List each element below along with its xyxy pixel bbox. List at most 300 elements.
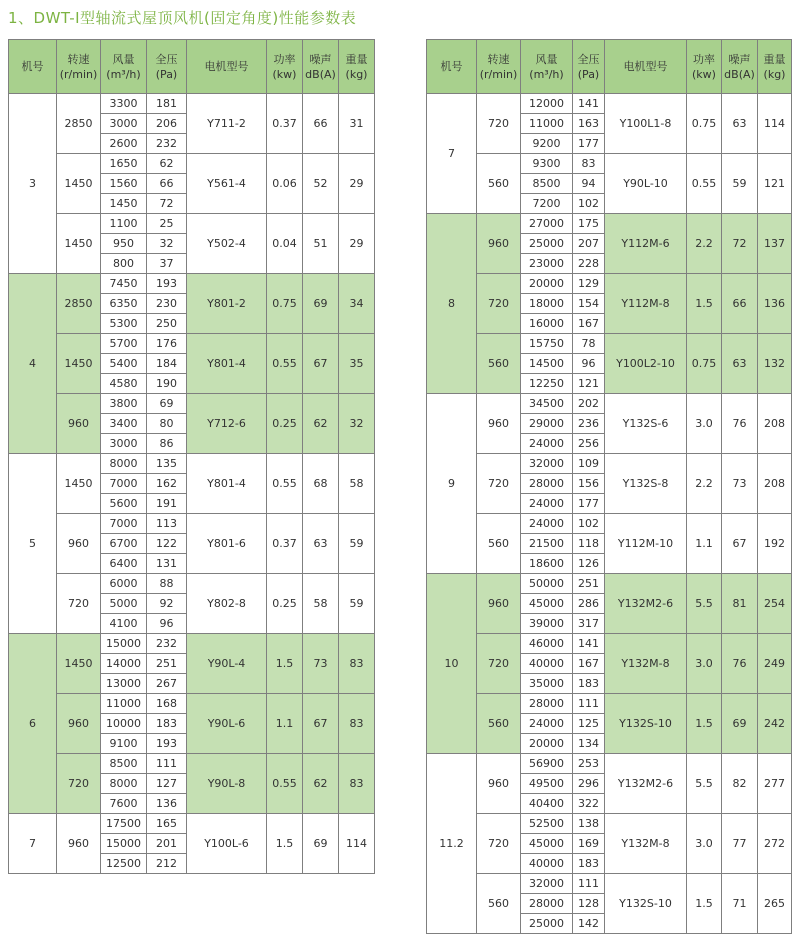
motor-cell: Y801-4 (187, 454, 267, 514)
airflow-cell: 3300 (101, 94, 147, 114)
airflow-cell: 7600 (101, 794, 147, 814)
table-row (9, 514, 375, 534)
noise-cell: 69 (303, 274, 339, 334)
weight-cell: 58 (339, 454, 375, 514)
weight-header (758, 40, 792, 94)
pressure-cell: 66 (147, 174, 187, 194)
power-cell: 3.0 (687, 814, 722, 874)
pressure-cell: 141 (573, 634, 605, 654)
pressure-cell: 183 (573, 854, 605, 874)
table-row (427, 154, 792, 174)
weight-cell: 137 (758, 214, 792, 274)
pressure-cell: 230 (147, 294, 187, 314)
table-row (427, 214, 792, 234)
pressure-cell: 202 (573, 394, 605, 414)
airflow-cell: 6350 (101, 294, 147, 314)
weight-cell: 208 (758, 454, 792, 514)
weight-cell: 83 (339, 634, 375, 694)
airflow-cell: 39000 (521, 614, 573, 634)
noise-header (303, 40, 339, 94)
airflow-cell: 35000 (521, 674, 573, 694)
power-cell: 0.55 (267, 334, 303, 394)
speed-cell: 1450 (57, 334, 101, 394)
table-row (427, 274, 792, 294)
machine-no-cell: 7 (9, 814, 57, 874)
power-cell: 2.2 (687, 454, 722, 514)
power-cell: 0.06 (267, 154, 303, 214)
motor-cell: Y100L2-10 (605, 334, 687, 394)
airflow-cell: 18600 (521, 554, 573, 574)
table-row (427, 874, 792, 894)
speed-cell: 960 (57, 814, 101, 874)
motor-cell: Y132S-6 (605, 394, 687, 454)
motor-cell: Y132M-8 (605, 634, 687, 694)
weight-header-line: (kg) (763, 67, 786, 81)
table-row (427, 574, 792, 594)
motor-cell: Y100L1-8 (605, 94, 687, 154)
weight-cell: 265 (758, 874, 792, 934)
speed-cell: 960 (477, 754, 521, 814)
speed-cell: 560 (477, 334, 521, 394)
speed-cell: 560 (477, 514, 521, 574)
speed-cell: 2850 (57, 274, 101, 334)
noise-cell: 62 (303, 394, 339, 454)
motor-cell: Y112M-10 (605, 514, 687, 574)
noise-cell: 69 (722, 694, 758, 754)
pressure-cell: 127 (147, 774, 187, 794)
airflow-cell: 28000 (521, 694, 573, 714)
pressure-cell: 69 (147, 394, 187, 414)
pressure-cell: 207 (573, 234, 605, 254)
airflow-cell: 9100 (101, 734, 147, 754)
speed-cell: 560 (477, 154, 521, 214)
pressure-cell: 183 (147, 714, 187, 734)
weight-cell: 136 (758, 274, 792, 334)
weight-cell: 242 (758, 694, 792, 754)
airflow-cell: 11000 (101, 694, 147, 714)
table-row (9, 214, 375, 234)
power-cell: 0.37 (267, 514, 303, 574)
airflow-header-line: (m³/h) (106, 67, 141, 81)
noise-cell: 62 (303, 754, 339, 814)
airflow-cell: 6700 (101, 534, 147, 554)
power-cell: 1.5 (687, 694, 722, 754)
weight-cell: 254 (758, 574, 792, 634)
motor-cell: Y132M-8 (605, 814, 687, 874)
pressure-cell: 138 (573, 814, 605, 834)
airflow-cell: 3800 (101, 394, 147, 414)
machine-no-cell: 11.2 (427, 754, 477, 934)
motor-cell: Y90L-10 (605, 154, 687, 214)
motor-model-header (187, 40, 267, 94)
pressure-cell: 37 (147, 254, 187, 274)
noise-cell: 81 (722, 574, 758, 634)
pressure-cell: 168 (147, 694, 187, 714)
weight-cell: 114 (339, 814, 375, 874)
power-cell: 0.55 (267, 754, 303, 814)
pressure-cell: 122 (147, 534, 187, 554)
speed-header-line: (r/min) (59, 67, 98, 81)
table-row (9, 94, 375, 114)
airflow-cell: 46000 (521, 634, 573, 654)
noise-cell: 71 (722, 874, 758, 934)
pressure-cell: 92 (147, 594, 187, 614)
table-row (9, 634, 375, 654)
speed-cell: 720 (57, 574, 101, 634)
power-header-line: 功率 (693, 52, 715, 66)
table-row (427, 754, 792, 774)
header-row (427, 40, 792, 94)
speed-cell: 720 (477, 454, 521, 514)
speed-cell: 720 (57, 754, 101, 814)
pressure-cell: 184 (147, 354, 187, 374)
airflow-cell: 17500 (101, 814, 147, 834)
noise-header-line: dB(A) (724, 67, 755, 81)
speed-cell: 1450 (57, 634, 101, 694)
airflow-cell: 34500 (521, 394, 573, 414)
pressure-cell: 201 (147, 834, 187, 854)
weight-cell: 83 (339, 754, 375, 814)
weight-cell: 32 (339, 394, 375, 454)
pressure-cell: 167 (573, 654, 605, 674)
motor-cell: Y100L-6 (187, 814, 267, 874)
pressure-cell: 136 (147, 794, 187, 814)
machine-no-header-line: 机号 (21, 60, 44, 73)
pressure-cell: 111 (147, 754, 187, 774)
airflow-cell: 25000 (521, 234, 573, 254)
airflow-cell: 3000 (101, 434, 147, 454)
table-row (9, 754, 375, 774)
pressure-cell: 251 (147, 654, 187, 674)
airflow-cell: 5600 (101, 494, 147, 514)
pressure-cell: 253 (573, 754, 605, 774)
pressure-cell: 142 (573, 914, 605, 934)
pressure-cell: 131 (147, 554, 187, 574)
noise-cell: 73 (303, 634, 339, 694)
table-body (427, 94, 792, 934)
noise-cell: 59 (722, 154, 758, 214)
pressure-cell: 94 (573, 174, 605, 194)
power-cell: 0.75 (687, 94, 722, 154)
pressure-cell: 141 (573, 94, 605, 114)
pressure-cell: 118 (573, 534, 605, 554)
pressure-cell: 111 (573, 874, 605, 894)
motor-cell: Y561-4 (187, 154, 267, 214)
speed-cell: 720 (477, 94, 521, 154)
pressure-cell: 193 (147, 274, 187, 294)
speed-header-line: 转速 (487, 52, 510, 66)
motor-cell: Y801-2 (187, 274, 267, 334)
weight-cell: 59 (339, 514, 375, 574)
noise-cell: 73 (722, 454, 758, 514)
page-title: 1、DWT-Ⅰ型轴流式屋顶风机(固定角度)性能参数表 (8, 9, 357, 27)
motor-cell: Y801-6 (187, 514, 267, 574)
pressure-cell: 169 (573, 834, 605, 854)
noise-header-line: 噪声 (728, 52, 751, 66)
airflow-cell: 32000 (521, 874, 573, 894)
airflow-cell: 15000 (101, 834, 147, 854)
speed-header (477, 40, 521, 94)
airflow-cell: 40400 (521, 794, 573, 814)
pressure-cell: 177 (573, 134, 605, 154)
airflow-cell: 20000 (521, 734, 573, 754)
pressure-cell: 62 (147, 154, 187, 174)
power-cell: 0.25 (267, 574, 303, 634)
power-header (687, 40, 722, 94)
pressure-cell: 25 (147, 214, 187, 234)
airflow-cell: 11000 (521, 114, 573, 134)
weight-cell: 132 (758, 334, 792, 394)
table-body (9, 94, 375, 874)
noise-cell: 51 (303, 214, 339, 274)
airflow-cell: 950 (101, 234, 147, 254)
noise-header-line: 噪声 (309, 52, 332, 66)
airflow-cell: 28000 (521, 894, 573, 914)
airflow-cell: 49500 (521, 774, 573, 794)
motor-cell: Y132S-8 (605, 454, 687, 514)
weight-cell: 59 (339, 574, 375, 634)
weight-cell: 121 (758, 154, 792, 214)
weight-header (339, 40, 375, 94)
weight-cell: 31 (339, 94, 375, 154)
airflow-cell: 14000 (101, 654, 147, 674)
table-row (427, 694, 792, 714)
airflow-cell: 27000 (521, 214, 573, 234)
power-cell: 1.5 (687, 874, 722, 934)
airflow-cell: 7000 (101, 474, 147, 494)
airflow-cell: 45000 (521, 594, 573, 614)
power-cell: 5.5 (687, 754, 722, 814)
motor-model-header-line: 电机型号 (204, 60, 249, 73)
pressure-cell: 156 (573, 474, 605, 494)
pressure-cell: 162 (147, 474, 187, 494)
airflow-cell: 12000 (521, 94, 573, 114)
airflow-cell: 20000 (521, 274, 573, 294)
motor-cell: Y132M2-6 (605, 754, 687, 814)
power-cell: 1.5 (267, 814, 303, 874)
pressure-cell: 109 (573, 454, 605, 474)
pressure-cell: 322 (573, 794, 605, 814)
performance-table-right (426, 39, 792, 934)
weight-cell: 29 (339, 214, 375, 274)
airflow-cell: 9200 (521, 134, 573, 154)
pressure-cell: 86 (147, 434, 187, 454)
airflow-cell: 50000 (521, 574, 573, 594)
motor-cell: Y112M-8 (605, 274, 687, 334)
airflow-cell: 10000 (101, 714, 147, 734)
pressure-cell: 183 (573, 674, 605, 694)
airflow-cell: 32000 (521, 454, 573, 474)
table-row (9, 454, 375, 474)
pressure-cell: 111 (573, 694, 605, 714)
airflow-header-line: 风量 (112, 52, 135, 66)
noise-header-line: dB(A) (305, 67, 336, 81)
speed-cell: 960 (57, 394, 101, 454)
machine-no-cell: 3 (9, 94, 57, 274)
speed-header-line: (r/min) (479, 67, 518, 81)
airflow-cell: 12250 (521, 374, 573, 394)
power-cell: 0.37 (267, 94, 303, 154)
power-header (267, 40, 303, 94)
table-row (9, 574, 375, 594)
speed-cell: 2850 (57, 94, 101, 154)
airflow-cell: 15750 (521, 334, 573, 354)
power-cell: 0.75 (687, 334, 722, 394)
header-row (9, 40, 375, 94)
speed-header (57, 40, 101, 94)
weight-cell: 277 (758, 754, 792, 814)
pressure-cell: 121 (573, 374, 605, 394)
pressure-cell: 126 (573, 554, 605, 574)
noise-cell: 69 (303, 814, 339, 874)
pressure-cell: 267 (147, 674, 187, 694)
weight-cell: 272 (758, 814, 792, 874)
airflow-cell: 1650 (101, 154, 147, 174)
airflow-header-line: (m³/h) (529, 67, 564, 81)
table-row (9, 274, 375, 294)
airflow-cell: 25000 (521, 914, 573, 934)
pressure-cell: 88 (147, 574, 187, 594)
airflow-header (521, 40, 573, 94)
speed-cell: 960 (57, 694, 101, 754)
pressure-cell: 177 (573, 494, 605, 514)
airflow-cell: 21500 (521, 534, 573, 554)
pressure-cell: 232 (147, 634, 187, 654)
speed-cell: 1450 (57, 454, 101, 514)
airflow-header (101, 40, 147, 94)
table-row (427, 94, 792, 114)
airflow-header-line: 风量 (535, 52, 558, 66)
pressure-cell: 128 (573, 894, 605, 914)
airflow-cell: 800 (101, 254, 147, 274)
pressure-cell: 232 (147, 134, 187, 154)
airflow-cell: 3000 (101, 114, 147, 134)
airflow-cell: 1560 (101, 174, 147, 194)
power-header-line: (kw) (272, 67, 297, 81)
power-cell: 0.55 (687, 154, 722, 214)
pressure-cell: 167 (573, 314, 605, 334)
weight-cell: 192 (758, 514, 792, 574)
airflow-cell: 7200 (521, 194, 573, 214)
power-cell: 3.0 (687, 394, 722, 454)
speed-header-line: 转速 (67, 52, 90, 66)
pressure-cell: 125 (573, 714, 605, 734)
pressure-cell: 32 (147, 234, 187, 254)
speed-cell: 560 (477, 874, 521, 934)
machine-no-cell: 9 (427, 394, 477, 574)
noise-cell: 63 (722, 334, 758, 394)
total-pressure-header (573, 40, 605, 94)
noise-cell: 67 (722, 514, 758, 574)
total-pressure-header-line: 全压 (577, 52, 600, 66)
table-row (9, 334, 375, 354)
weight-cell: 83 (339, 694, 375, 754)
airflow-cell: 4100 (101, 614, 147, 634)
pressure-cell: 113 (147, 514, 187, 534)
pressure-cell: 250 (147, 314, 187, 334)
airflow-cell: 5700 (101, 334, 147, 354)
speed-cell: 960 (477, 394, 521, 454)
pressure-cell: 236 (573, 414, 605, 434)
table-row (427, 394, 792, 414)
speed-cell: 720 (477, 814, 521, 874)
pressure-cell: 191 (147, 494, 187, 514)
airflow-cell: 6000 (101, 574, 147, 594)
pressure-cell: 181 (147, 94, 187, 114)
table-row (427, 814, 792, 834)
airflow-cell: 3400 (101, 414, 147, 434)
noise-cell: 63 (722, 94, 758, 154)
pressure-cell: 78 (573, 334, 605, 354)
airflow-cell: 1450 (101, 194, 147, 214)
motor-cell: Y90L-8 (187, 754, 267, 814)
motor-cell: Y132M2-6 (605, 574, 687, 634)
machine-no-header (9, 40, 57, 94)
motor-cell: Y132S-10 (605, 874, 687, 934)
motor-cell: Y90L-4 (187, 634, 267, 694)
power-cell: 1.5 (267, 634, 303, 694)
airflow-cell: 45000 (521, 834, 573, 854)
motor-model-header (605, 40, 687, 94)
machine-no-cell: 4 (9, 274, 57, 454)
airflow-cell: 5000 (101, 594, 147, 614)
airflow-cell: 8500 (521, 174, 573, 194)
power-header-line: (kw) (692, 67, 716, 81)
power-cell: 5.5 (687, 574, 722, 634)
motor-model-header-line: 电机型号 (623, 60, 668, 73)
machine-no-cell: 7 (427, 94, 477, 214)
weight-cell: 208 (758, 394, 792, 454)
speed-cell: 960 (57, 514, 101, 574)
pressure-cell: 135 (147, 454, 187, 474)
pressure-cell: 72 (147, 194, 187, 214)
airflow-cell: 23000 (521, 254, 573, 274)
speed-cell: 720 (477, 634, 521, 694)
pressure-cell: 102 (573, 194, 605, 214)
total-pressure-header-line: (Pa) (577, 67, 600, 81)
pressure-cell: 134 (573, 734, 605, 754)
table-row (427, 514, 792, 534)
pressure-cell: 212 (147, 854, 187, 874)
noise-cell: 66 (722, 274, 758, 334)
airflow-cell: 8000 (101, 774, 147, 794)
airflow-cell: 29000 (521, 414, 573, 434)
total-pressure-header (147, 40, 187, 94)
speed-cell: 960 (477, 214, 521, 274)
pressure-cell: 96 (147, 614, 187, 634)
table-row (9, 394, 375, 414)
motor-cell: Y711-2 (187, 94, 267, 154)
airflow-cell: 24000 (521, 494, 573, 514)
pressure-cell: 251 (573, 574, 605, 594)
pressure-cell: 206 (147, 114, 187, 134)
airflow-cell: 24000 (521, 434, 573, 454)
weight-cell: 114 (758, 94, 792, 154)
pressure-cell: 154 (573, 294, 605, 314)
power-cell: 1.5 (687, 274, 722, 334)
noise-header (722, 40, 758, 94)
motor-cell: Y502-4 (187, 214, 267, 274)
pressure-cell: 193 (147, 734, 187, 754)
motor-cell: Y712-6 (187, 394, 267, 454)
power-cell: 3.0 (687, 634, 722, 694)
airflow-cell: 28000 (521, 474, 573, 494)
table-row (427, 334, 792, 354)
power-cell: 0.75 (267, 274, 303, 334)
power-header-line: 功率 (273, 52, 296, 66)
airflow-cell: 2600 (101, 134, 147, 154)
weight-cell: 35 (339, 334, 375, 394)
